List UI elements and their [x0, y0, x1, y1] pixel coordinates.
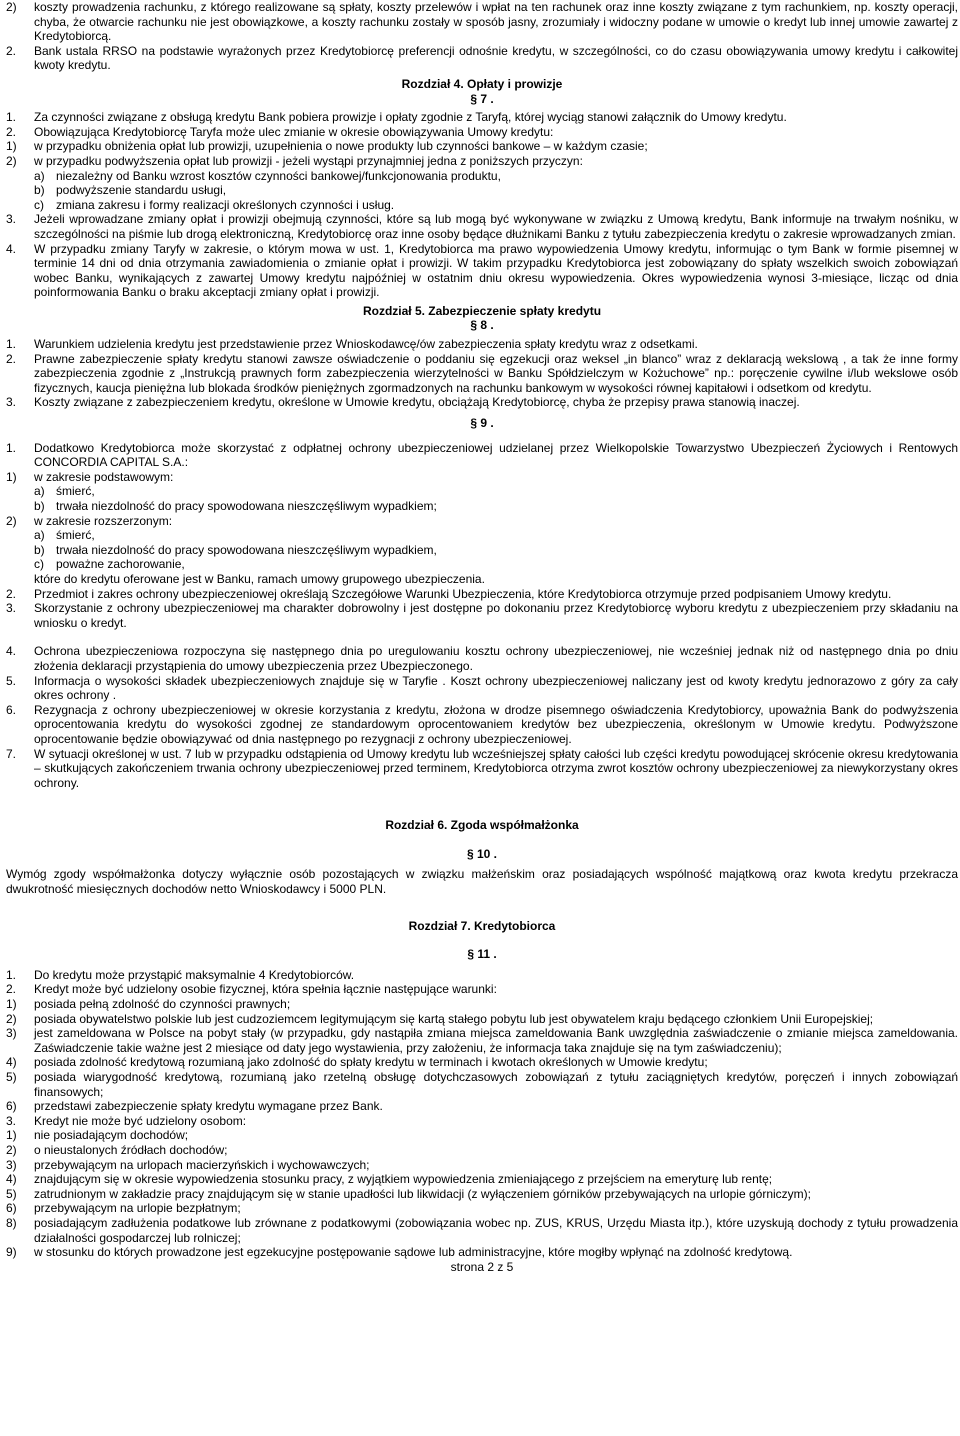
item-text: W przypadku zmiany Taryfy w zakresie, o którym mowa w ust. 1, Kredytobiorca ma prawo wypowiedzenia Umowy kredytu, informując o tym Bank w formie pisemnej w terminie 14 dni od dnia otrzymania zawiadomienia o zmianie opłat i prowizji. W takim przypadku Kredytobiorca jest zobowiązany do spłaty wszelkich swoich zobowiązań wobec Banku, wynikających z zawartej Umowy kredytu najpóźniej w ostatnim dniu okresu wypowiedzenia. Okres wypowiedzenia wynosi 3-miesiące, licząc od dnia poinformowania Banku o braku akceptacji zmiany opłat i prowizji.: [34, 241, 958, 300]
item-number: 1): [6, 1128, 17, 1143]
item-number: 3.: [6, 395, 17, 410]
list-item: [6, 125, 958, 140]
list-item: [6, 44, 958, 73]
list-item: [6, 1187, 958, 1202]
item-text: Koszty związane z zabezpieczeniem kredytu, określone w Umowie kredytu, obciążają Kredytobiorcę, chyba że przepisy prawa stanowią inaczej.: [34, 395, 800, 410]
item-number: 2): [6, 513, 17, 528]
chapter-5-title: Rozdział 5. Zabezpieczenie spłaty kredytu: [362, 303, 602, 318]
list-item: [6, 441, 958, 470]
item-number: 3.: [6, 212, 17, 227]
chapter-7-title: Rozdział 7. Kredytobiorca: [408, 918, 556, 933]
item-number: 2.: [6, 351, 17, 366]
item-number: 4.: [6, 241, 17, 256]
list-item: [6, 1099, 958, 1114]
item-number: 2.: [6, 982, 17, 997]
item-number: 1.: [6, 337, 17, 352]
list-item: [6, 395, 958, 410]
item-text: W sytuacji określonej w ust. 7 lub w przypadku odstąpienia od Umowy kredytu lub wcześniejszej spłaty całości lub części kredytu powodującej skrócenie okresu kredytowania – skutkujących zakończeniem trwania ochrony ubezpieczeniowej przed terminem, Kredytobiorca otrzyma zwrot kosztów ochrony ubezpieczeniowej za niewykorzystany okres ochrony.: [34, 746, 958, 790]
item-number: 8): [6, 1215, 17, 1230]
item-number: b): [34, 183, 45, 198]
item-number: 1.: [6, 967, 17, 982]
item-number: 2): [6, 0, 17, 14]
item-number: c): [34, 557, 44, 572]
item-number: 1): [6, 139, 17, 154]
item-text: poważne zachorowanie,: [56, 557, 185, 572]
list-item: [6, 997, 958, 1012]
item-text: zmiana zakresu i formy realizacji określonych czynności i usług.: [56, 197, 395, 212]
list-item: [6, 1143, 958, 1158]
chapter-4-title: Rozdział 4. Opłaty i prowizje: [401, 76, 563, 91]
list-item: [6, 499, 958, 514]
item-number: 4.: [6, 644, 17, 659]
item-text: Za czynności związane z obsługą kredytu Bank pobiera prowizje i opłaty zgodnie z Taryfą, której wyciąg stanowi załącznik do Umowy kredytu.: [34, 110, 787, 125]
list-item: [6, 1070, 958, 1099]
list-item: [6, 183, 958, 198]
item-text: Kredyt może być udzielony osobie fizycznej, która spełnia łącznie następujące warunki:: [34, 982, 497, 997]
paragraph-9-mark: § 9 .: [470, 416, 494, 431]
page-footer: strona 2 z 5: [450, 1259, 514, 1274]
item-text: Dodatkowo Kredytobiorca może skorzystać z odpłatnej ochrony ubezpieczeniowej udzielanej przez Wielkopolskie Towarzystwo Ubezpieczeń Życiowych i Rentowych CONCORDIA CAPITAL S.A.:: [34, 440, 958, 470]
item-text: posiada pełną zdolność do czynności prawnych;: [34, 997, 291, 1012]
item-number: 6.: [6, 702, 17, 717]
item-text: Skorzystanie z ochrony ubezpieczeniowej ma charakter dobrowolny i jest dostępne po dokonaniu przez Kredytobiorcę wyboru kredytu z ubezpieczeniem przy składaniu na wniosku o kredyt.: [34, 601, 958, 630]
item-number: 7.: [6, 746, 17, 761]
list-item: [6, 1055, 958, 1070]
list-item: [6, 1012, 958, 1027]
item-text: podwyższenie standardu usługi,: [56, 183, 227, 198]
list-item: [6, 1128, 958, 1143]
item-text: koszty prowadzenia rachunku, z którego realizowane są spłaty, koszty przelewów i wpłat na ten rachunek oraz inne koszty związane z tym rachunkiem, np. koszty operacji, chyba, że otwarcie rachunku nie jest obowiązkowe, a koszty rachunku zostały w sposób jasny, zrozumiały i widoczny podane w umowie o kredyt lub innej umowie zawartej z Kredytobiorcą.: [34, 0, 958, 44]
item-number: 1.: [6, 440, 17, 455]
item-number: 2.: [6, 586, 17, 601]
item-text: w przypadku obniżenia opłat lub prowizji, uzupełnienia o nowe produkty lub czynności bankowe – w każdym czasie;: [34, 139, 648, 154]
item-number: a): [34, 484, 45, 499]
item-number: c): [34, 197, 44, 212]
item-number: 9): [6, 1245, 17, 1260]
item-text: Jeżeli wprowadzane zmiany opłat i prowizji obejmują czynności, które są lub mogą być wykonywane w związku z Umową kredytu, Bank informuje na trwałym nośniku, w szczególności na piśmie lub drogą elektroniczną, Kredytobiorcę oraz inne osoby będące dłużnikami Banku z tytułu zabezpieczenia kredytu o zakresie wprowadzanych zmian.: [34, 212, 958, 241]
item-text: posiada wiarygodność kredytową, rozumianą jako rzetelną obsługę dotychczasowych zobowiązań z tytułu zaciągniętych kredytów, poręczeń i innych zobowiązań finansowych;: [34, 1070, 958, 1099]
item-text: Warunkiem udzielenia kredytu jest przedstawienie przez Wnioskodawcę/ów zabezpieczenia spłaty kredytu wraz z odsetkami.: [34, 337, 698, 352]
item-text: o nieustalonych źródłach dochodów;: [34, 1142, 228, 1157]
item-text: trwała niezdolność do pracy spowodowana nieszczęśliwym wypadkiem;: [56, 499, 437, 513]
item-number: 2): [6, 153, 17, 168]
list-item: [6, 703, 958, 747]
list-item: [6, 139, 958, 154]
list-item: [6, 982, 958, 997]
list-item: [6, 1026, 958, 1055]
paragraph-11-mark: § 11 .: [467, 947, 497, 962]
item-text: Informacja o wysokości składek ubezpieczeniowych znajduje się w Taryfie . Koszt ochrony ubezpieczeniowej naliczany jest od kwoty kredytu jednorazowo z góry za cały okres ochrony .: [34, 673, 958, 703]
list-item: [6, 747, 958, 791]
item-text: znajdującym się w okresie wypowiedzenia stosunku pracy, z wyjątkiem wypowiedzenia zmieniającego z przejściem na emeryturę lub rentę;: [34, 1172, 773, 1187]
paragraph-text: Wymóg zgody współmałżonka dotyczy wyłącznie osób pozostających w związku małżeńskim oraz posiadających wspólność majątkową oraz kwota kredytu przekracza dwukrotność miesięcznych dochodów netto Wnioskodawcy i 5000 PLN.: [6, 867, 958, 897]
item-number: 5): [6, 1070, 17, 1084]
item-text: jest zameldowana w Polsce na pobyt stały (w przypadku, gdy nastąpiła zmiana miejsca zameldowania Bank uwzględnia zaświadczenie o zmianie miejsca zameldowania. Zaświadczenie takie ważne jest 2 miesiące od daty jego wystawienia, przy założeniu, że informacja taka znajduje się na tym zaświadczeniu);: [34, 1026, 958, 1055]
item-number: 1.: [6, 110, 17, 125]
item-text: posiada obywatelstwo polskie lub jest cudzoziemcem legitymującym się kartą stałego pobytu lub jest obywatelem kraju będącego członkiem Unii Europejskiej;: [34, 1011, 874, 1026]
list-item: [6, 1114, 958, 1129]
item-text: Prawne zabezpieczenie spłaty kredytu stanowi zawsze oświadczenie o poddaniu się egzekucji oraz weksel „in blanco” wraz z deklaracją wekslową , a tak że inne formy zabezpieczenia zgodnie z „Instrukcją prawnych form zabezpieczenia wierzytelności w Banku Spółdzielczym w Kożuchowe” np.: poręczenie cywilne i/lub wekslowe osób fizycznych, kaucja pieniężna lub blokada środków pieniężnych zgormadzonych na rachunku bankowym w wysokości równej kapitałowi i odsetkom od kredytu.: [34, 351, 958, 395]
item-text: zatrudnionym w zakładzie pracy znajdującym się w stanie upadłości lub likwidacji (z wyłączeniem górników przebywających na urlopie górniczym);: [34, 1186, 811, 1201]
item-text: śmierć,: [56, 528, 95, 543]
list-item: [6, 674, 958, 703]
chapter-6-title: Rozdział 6. Zgoda współmałżonka: [385, 818, 579, 833]
list-item: [6, 587, 958, 602]
list-item: [6, 212, 958, 241]
item-text: posiada zdolność kredytową rozumianą jako zdolność do spłaty kredytu w terminach i kwotach określonych w Umowie kredytu;: [34, 1055, 708, 1070]
item-text: niezależny od Banku wzrost kosztów czynności bankowej/funkcjonowania produktu,: [56, 168, 501, 183]
item-text: w zakresie podstawowym:: [34, 469, 174, 484]
list-item: [6, 484, 958, 499]
list-item: [6, 1158, 958, 1173]
item-text: Do kredytu może przystąpić maksymalnie 4 Kredytobiorców.: [34, 967, 355, 982]
list-item: [6, 514, 958, 529]
item-text: Kredyt nie może być udzielony osobom:: [34, 1113, 247, 1128]
item-text: śmierć,: [56, 484, 95, 499]
item-number: a): [34, 168, 45, 183]
item-text: w zakresie rozszerzonym:: [34, 513, 173, 528]
list-item: [6, 543, 958, 558]
item-number: 2): [6, 1011, 17, 1026]
list-item: [6, 242, 958, 300]
item-text: Obowiązująca Kredytobiorcę Taryfa może ulec zmianie w okresie obowiązywania Umowy kredytu:: [34, 124, 554, 139]
item-number: 5.: [6, 673, 17, 688]
item-number: 3): [6, 1026, 17, 1041]
item-text: w stosunku do których prowadzone jest egzekucyjne postępowanie sądowe lub administracyjne, które mogłby wpłynąć na zdolność kredytową.: [34, 1245, 793, 1260]
list-item: [6, 470, 958, 485]
list-item: [6, 1201, 958, 1216]
item-number: 2): [6, 1142, 17, 1157]
item-number: a): [34, 528, 45, 543]
item-number: 3.: [6, 1113, 17, 1128]
item-number: 2.: [6, 124, 17, 139]
item-text: przedstawi zabezpieczenie spłaty kredytu wymagane przez Bank.: [34, 1099, 383, 1114]
item-text: nie posiadającym dochodów;: [34, 1128, 189, 1143]
item-number: 3.: [6, 601, 17, 616]
item-text: Bank ustala RRSO na podstawie wyrażonych przez Kredytobiorcę preferencji odnośnie kredytu, w szczególności, co do czasu obowiązywania umowy kredytu i całkowitej kwoty kredytu.: [34, 43, 958, 73]
item-number: b): [34, 542, 45, 557]
list-item: [6, 601, 958, 630]
item-number: 1): [6, 469, 17, 484]
list-item: [6, 1216, 958, 1245]
list-item: [6, 968, 958, 983]
paragraph-7-mark: § 7 .: [470, 91, 494, 106]
list-item: [6, 557, 958, 572]
item-number: 2.: [6, 43, 17, 58]
list-item: [6, 644, 958, 673]
item-text: w przypadku podwyższenia opłat lub prowizji - jeżeli wystąpi przynajmniej jedna z poniższych przyczyn:: [34, 153, 583, 168]
list-item: [6, 1172, 958, 1187]
item-number: 4): [6, 1055, 17, 1070]
list-item: [6, 352, 958, 396]
item-number: 3): [6, 1157, 17, 1172]
item-text: Przedmiot i zakres ochrony ubezpieczeniowej określają Szczegółowe Warunki Ubezpieczenia, które Kredytobiorca otrzymuje przed podpisaniem Umowy kredytu.: [34, 586, 892, 601]
offer-note: które do kredytu oferowane jest w Banku, ramach umowy grupowego ubezpieczenia.: [34, 571, 485, 586]
list-item: [6, 337, 958, 352]
list-item: [6, 528, 958, 543]
item-text: trwała niezdolność do pracy spowodowana nieszczęśliwym wypadkiem,: [56, 542, 437, 557]
item-text: posiadającym zadłużenia podatkowe lub zrównane z podatkowymi (zobowiązania wobec np. ZUS, KRUS, Urzędu Miasta itp.), które uzyskują dochody z tytułu prowadzenia działalności gospodarczej lub rolniczej;: [34, 1215, 958, 1245]
item-text: Ochrona ubezpieczeniowa rozpoczyna się następnego dnia po uregulowaniu kosztu ochrony ubezpieczeniowej, nie wcześniej jednak niż od następnego dnia po dniu złożenia deklaracji przystąpienia do umowy ubezpieczenia przez Ubezpieczonego.: [34, 644, 958, 673]
list-item: [6, 110, 958, 125]
paragraph-8-mark: § 8 .: [470, 318, 494, 333]
item-number: 5): [6, 1186, 17, 1201]
item-number: b): [34, 499, 45, 513]
item-number: 6): [6, 1201, 17, 1216]
item-number: 1): [6, 997, 17, 1012]
list-item: [6, 154, 958, 169]
item-text: Rezygnacja z ochrony ubezpieczeniowej w okresie korzystania z kredytu, złożona w drodze pisemnego oświadczenia Kredytobiorcy, upoważnia Bank do podwyższenia oprocentowania kredytu do wysokości zgodnej ze standardowym oprocentowaniem kredytów bez ubezpieczenia, określonym w Umowie kredytu. Podwyższone oprocentowanie będzie obowiązywać od dnia następnego po rezygnacji z ochrony ubezpieczeniowej.: [34, 702, 958, 746]
list-item: [6, 198, 958, 213]
list-item: [6, 169, 958, 184]
item-text: przebywającym na urlopach macierzyńskich i wychowawczych;: [34, 1157, 370, 1172]
list-item: [6, 0, 958, 44]
item-number: 4): [6, 1172, 17, 1187]
list-item: [6, 1245, 958, 1260]
item-text: przebywającym na urlopie bezpłatnym;: [34, 1201, 241, 1216]
paragraph-10-mark: § 10 .: [466, 846, 498, 861]
item-number: 6): [6, 1099, 17, 1114]
